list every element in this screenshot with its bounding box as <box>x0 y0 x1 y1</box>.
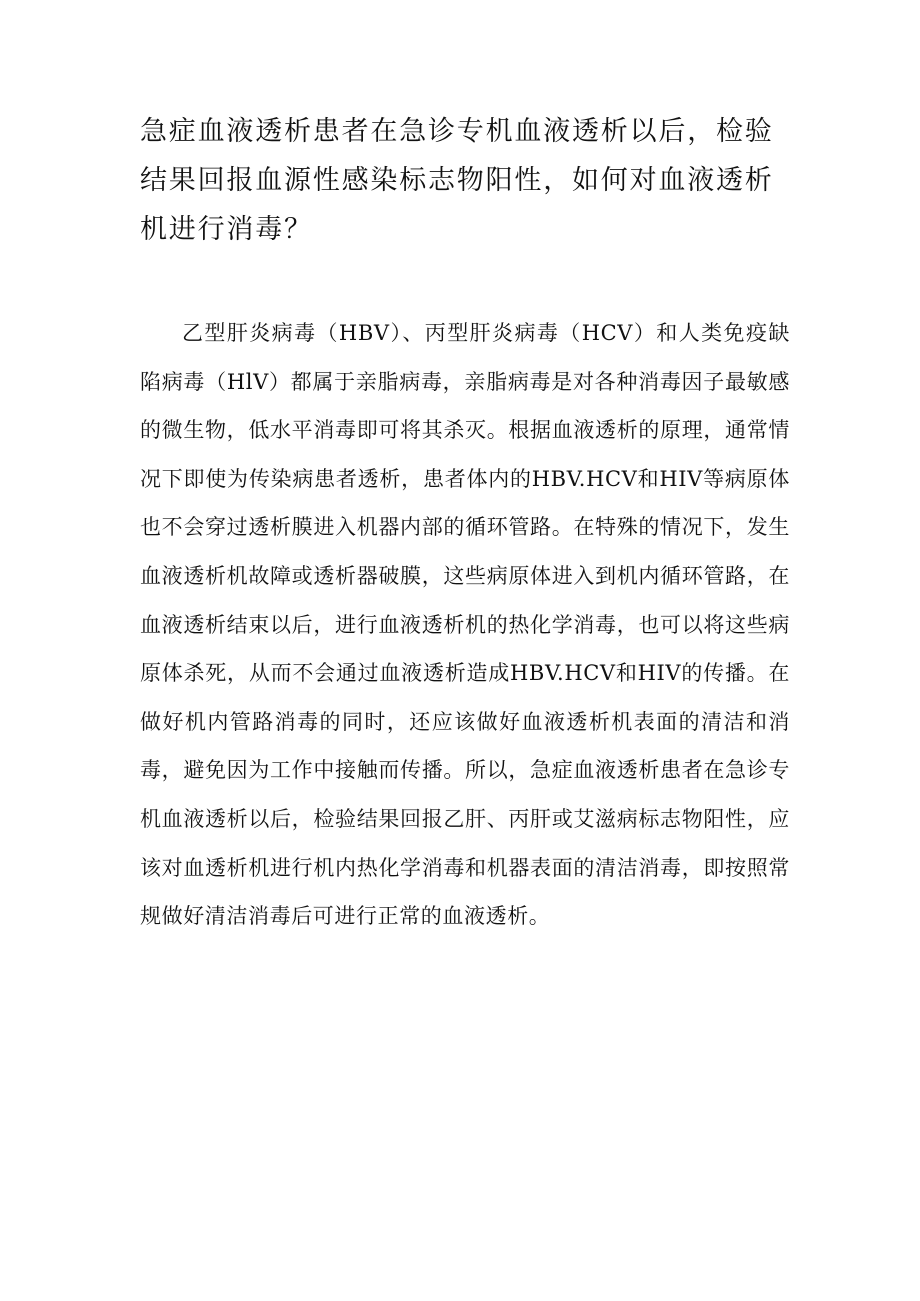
question-title: 急症血液透析患者在急诊专机血液透析以后，检验结果回报血源性感染标志物阳性，如何对血液透析机进行消毒？ <box>140 116 774 245</box>
answer-paragraph: 乙型肝炎病毒（HBV）、丙型肝炎病毒（HCV）和人类免疫缺陷病毒（HlV）都属于亲脂病毒，亲脂病毒是对各种消毒因子最敏感的微生物，低水平消毒即可将其杀灭。根据血液透析的原理，通常情况下即使为传染病患者透析，患者体内的HBV.HCV和HIV等病原体也不会穿过透析膜进入机器内部的循环管路。在特殊的情况下，发生血液透析机故障或透析器破膜，这些病原体进入到机内循环管路，在血液透析结束以后，进行血液透析机的热化学消毒，也可以将这些病原体杀死，从而不会通过血液透析造成HBV.HCV和HIV的传播。在做好机内管路消毒的同时，还应该做好血液透析机表面的清洁和消毒，避免因为工作中接触而传播。所以，急症血液透析患者在急诊专机血液透析以后，检验结果回报乙肝、丙肝或艾滋病标志物阳性，应该对血透析机进行机内热化学消毒和机器表面的清洁消毒，即按照常规做好清洁消毒后可进行正常的血液透析。 <box>140 321 790 929</box>
